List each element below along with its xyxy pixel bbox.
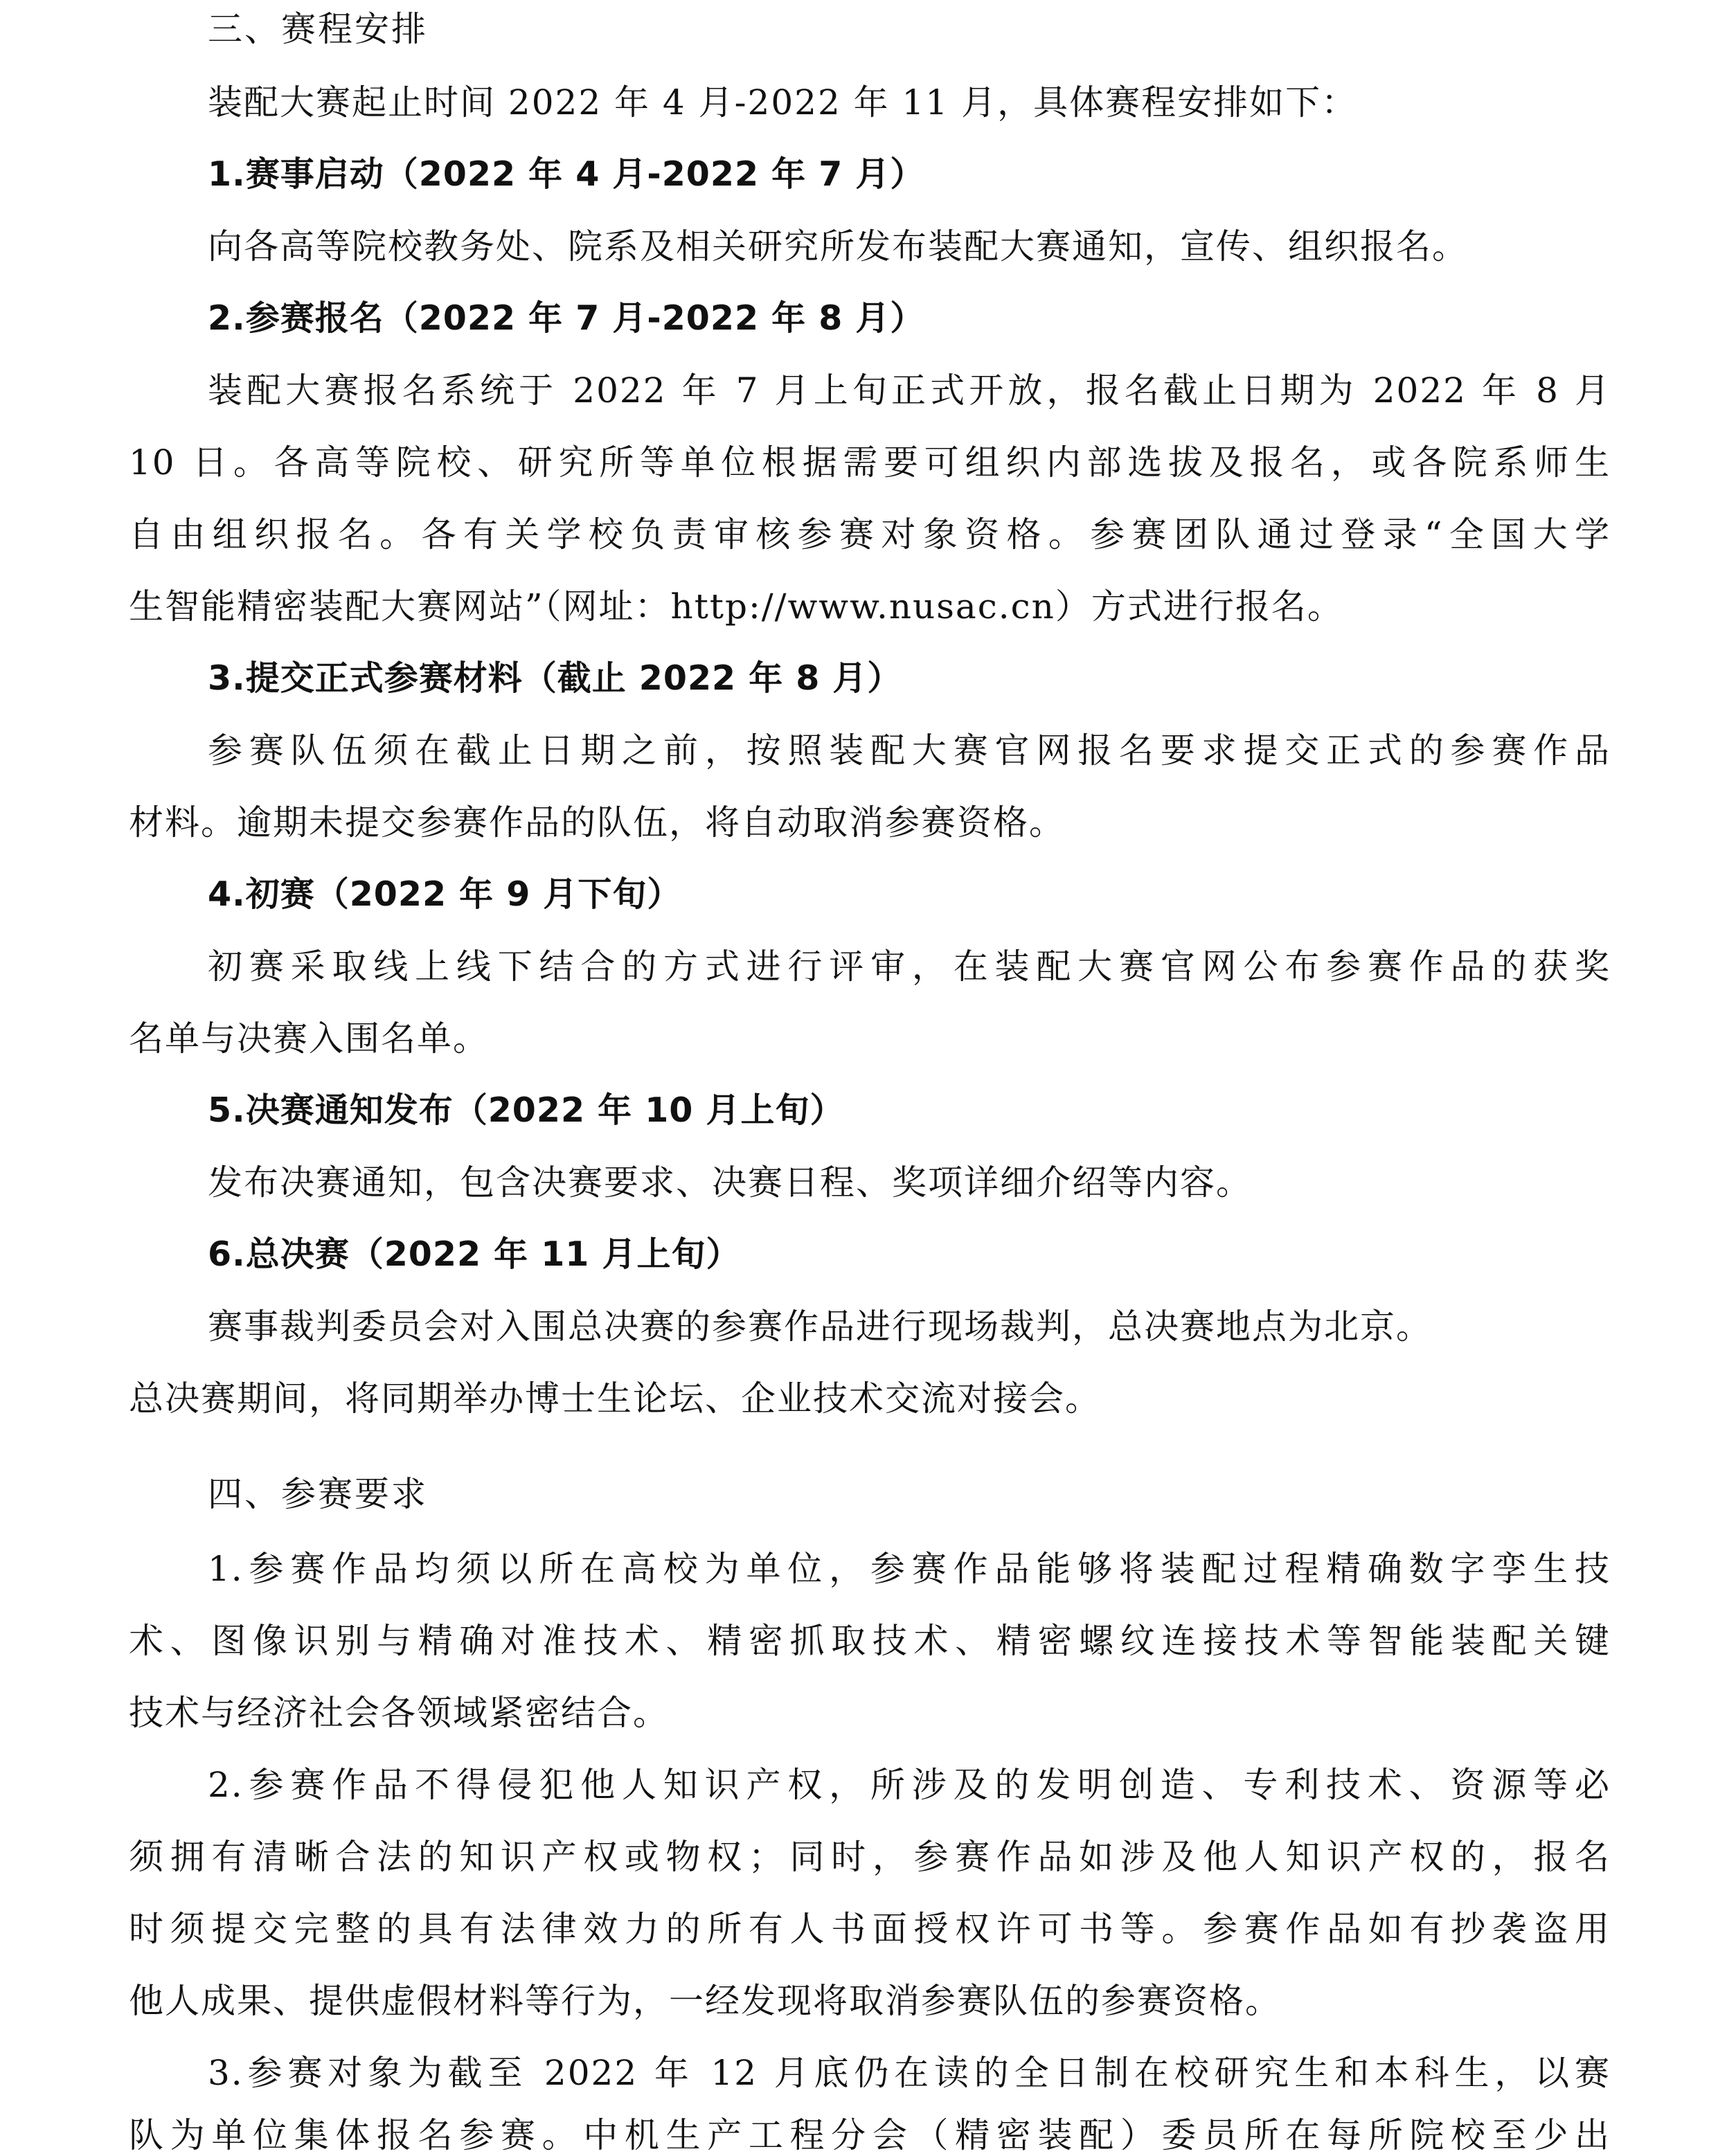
item-text-submission-line2: 材料。逾期未提交参赛作品的队伍，将自动取消参赛资格。 — [129, 802, 1065, 843]
section-heading-requirements: 四、参赛要求 — [208, 1474, 428, 1514]
item-text-registration-line3: 自由组织报名。各有关学校负责审核参赛对象资格。参赛团队通过登录“全国大学 — [129, 514, 1611, 555]
requirement-1-line3: 技术与经济社会各领域紧密结合。 — [129, 1693, 669, 1733]
item-title-grand-final: 6.总决赛（2022 年 11 月上旬） — [208, 1234, 741, 1274]
item-text-preliminary-line1: 初赛采取线上线下结合的方式进行评审，在装配大赛官网公布参赛作品的获奖 — [208, 946, 1611, 987]
requirement-2-line4: 他人成果、提供虚假材料等行为，一经发现将取消参赛队伍的参赛资格。 — [129, 1981, 1281, 2021]
schedule-intro: 装配大赛起止时间 2022 年 4 月-2022 年 11 月，具体赛程安排如下： — [208, 82, 1358, 123]
requirement-2-line3: 时须提交完整的具有法律效力的所有人书面授权许可书等。参赛作品如有抄袭盗用 — [129, 1909, 1611, 1949]
requirement-3-line1: 3.参赛对象为截至 2022 年 12 月底仍在读的全日制在校研究生和本科生，以赛 — [208, 2053, 1611, 2093]
item-title-launch: 1.赛事启动（2022 年 4 月-2022 年 7 月） — [208, 154, 925, 194]
item-title-registration: 2.参赛报名（2022 年 7 月-2022 年 8 月） — [208, 298, 925, 338]
requirement-1-line2: 术、图像识别与精确对准技术、精密抓取技术、精密螺纹连接技术等智能装配关键 — [129, 1621, 1611, 1661]
item-title-preliminary: 4.初赛（2022 年 9 月下旬） — [208, 874, 682, 914]
item-text-launch-line1: 向各高等院校教务处、院系及相关研究所发布装配大赛通知，宣传、组织报名。 — [208, 226, 1468, 267]
item-title-submission: 3.提交正式参赛材料（截止 2022 年 8 月） — [208, 658, 902, 698]
item-text-final-notice-line1: 发布决赛通知，包含决赛要求、决赛日程、奖项详细介绍等内容。 — [208, 1162, 1252, 1203]
requirement-2-line1: 2.参赛作品不得侵犯他人知识产权，所涉及的发明创造、专利技术、资源等必 — [208, 1765, 1611, 1805]
item-text-grand-final-line2: 总决赛期间，将同期举办博士生论坛、企业技术交流对接会。 — [129, 1378, 1101, 1419]
item-text-registration-line1: 装配大赛报名系统于 2022 年 7 月上旬正式开放，报名截止日期为 2022 年 8 月 — [208, 370, 1611, 411]
requirement-1-line1: 1.参赛作品均须以所在高校为单位，参赛作品能够将装配过程精确数字孪生技 — [208, 1549, 1611, 1589]
requirement-2-line2: 须拥有清晰合法的知识产权或物权；同时，参赛作品如涉及他人知识产权的，报名 — [129, 1837, 1611, 1877]
item-text-preliminary-line2: 名单与决赛入围名单。 — [129, 1018, 489, 1059]
requirement-3-line2: 队为单位集体报名参赛。中机生产工程分会（精密装配）委员所在每所院校至少出 — [129, 2115, 1611, 2155]
item-text-registration-line4: 生智能精密装配大赛网站”（网址：http://www.nusac.cn）方式进行报名。 — [129, 586, 1343, 627]
item-text-registration-line2: 10 日。各高等院校、研究所等单位根据需要可组织内部选拔及报名，或各院系师生 — [129, 442, 1611, 483]
item-text-grand-final-line1: 赛事裁判委员会对入围总决赛的参赛作品进行现场裁判，总决赛地点为北京。 — [208, 1306, 1432, 1347]
section-heading-schedule: 三、赛程安排 — [208, 9, 428, 49]
item-title-final-notice: 5.决赛通知发布（2022 年 10 月上旬） — [208, 1090, 845, 1130]
item-text-submission-line1: 参赛队伍须在截止日期之前，按照装配大赛官网报名要求提交正式的参赛作品 — [208, 730, 1611, 771]
